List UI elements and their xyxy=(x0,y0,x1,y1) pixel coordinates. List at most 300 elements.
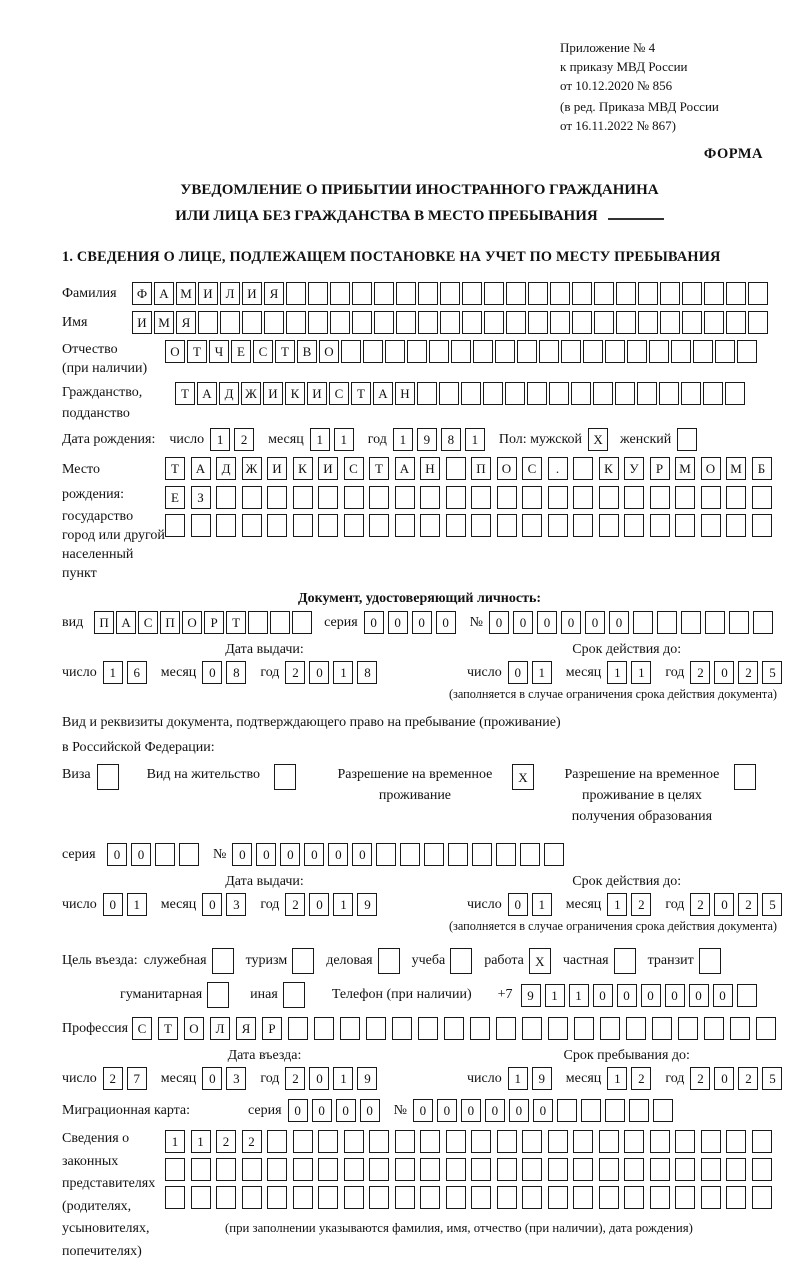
char-box[interactable] xyxy=(752,1130,772,1153)
char-box[interactable]: 8 xyxy=(441,428,461,451)
char-box[interactable] xyxy=(726,1186,746,1209)
char-box[interactable] xyxy=(726,1158,746,1181)
char-box[interactable]: 9 xyxy=(532,1067,552,1090)
char-box[interactable]: Т xyxy=(369,457,389,480)
char-box[interactable]: 5 xyxy=(762,893,782,916)
char-box[interactable]: Е xyxy=(231,340,251,363)
char-box[interactable] xyxy=(440,311,460,334)
char-box[interactable] xyxy=(704,1017,724,1040)
char-box[interactable] xyxy=(548,1186,568,1209)
char-box[interactable]: 0 xyxy=(509,1099,529,1122)
char-box[interactable]: 0 xyxy=(202,1067,222,1090)
char-box[interactable] xyxy=(505,382,525,405)
char-box[interactable] xyxy=(573,1130,593,1153)
char-box[interactable] xyxy=(571,382,591,405)
char-box[interactable] xyxy=(737,340,757,363)
char-box[interactable] xyxy=(418,311,438,334)
char-box[interactable]: 0 xyxy=(508,661,528,684)
char-box[interactable] xyxy=(470,1017,490,1040)
char-box[interactable]: 1 xyxy=(545,984,565,1007)
char-box[interactable] xyxy=(652,1017,672,1040)
char-box[interactable] xyxy=(659,382,679,405)
char-box[interactable]: 0 xyxy=(437,1099,457,1122)
char-box[interactable]: 2 xyxy=(690,893,710,916)
char-box[interactable] xyxy=(308,282,328,305)
purpose-transit-checkbox[interactable] xyxy=(699,948,721,974)
char-box[interactable] xyxy=(420,1130,440,1153)
char-box[interactable] xyxy=(522,1017,542,1040)
char-box[interactable] xyxy=(374,282,394,305)
purpose-work-checkbox[interactable]: X xyxy=(529,948,551,974)
char-box[interactable] xyxy=(660,282,680,305)
char-box[interactable] xyxy=(573,514,593,537)
char-box[interactable]: 0 xyxy=(360,1099,380,1122)
char-box[interactable]: 0 xyxy=(309,661,329,684)
char-box[interactable]: 1 xyxy=(165,1130,185,1153)
char-box[interactable]: Ч xyxy=(209,340,229,363)
char-box[interactable] xyxy=(369,514,389,537)
char-box[interactable] xyxy=(561,340,581,363)
char-box[interactable] xyxy=(599,1130,619,1153)
char-box[interactable]: 1 xyxy=(631,661,651,684)
char-box[interactable] xyxy=(650,486,670,509)
char-box[interactable] xyxy=(286,282,306,305)
purpose-business-checkbox[interactable] xyxy=(378,948,400,974)
char-box[interactable] xyxy=(446,514,466,537)
char-box[interactable] xyxy=(165,1158,185,1181)
char-box[interactable] xyxy=(681,611,701,634)
char-box[interactable] xyxy=(548,1158,568,1181)
char-box[interactable]: А xyxy=(197,382,217,405)
char-box[interactable]: О xyxy=(319,340,339,363)
char-box[interactable]: 1 xyxy=(191,1130,211,1153)
char-box[interactable]: М xyxy=(154,311,174,334)
char-box[interactable] xyxy=(615,382,635,405)
char-box[interactable]: 0 xyxy=(131,843,151,866)
char-box[interactable]: К xyxy=(293,457,313,480)
char-box[interactable] xyxy=(267,1186,287,1209)
char-box[interactable]: А xyxy=(116,611,136,634)
char-box[interactable] xyxy=(650,1130,670,1153)
char-box[interactable] xyxy=(675,514,695,537)
char-box[interactable] xyxy=(330,311,350,334)
char-box[interactable]: Я xyxy=(236,1017,256,1040)
purpose-private-checkbox[interactable] xyxy=(614,948,636,974)
purpose-official-checkbox[interactable] xyxy=(212,948,234,974)
char-box[interactable]: О xyxy=(165,340,185,363)
char-box[interactable] xyxy=(649,340,669,363)
char-box[interactable] xyxy=(318,1186,338,1209)
char-box[interactable] xyxy=(267,1158,287,1181)
char-box[interactable] xyxy=(583,340,603,363)
char-box[interactable] xyxy=(369,1130,389,1153)
char-box[interactable] xyxy=(179,843,199,866)
char-box[interactable] xyxy=(671,340,691,363)
char-box[interactable] xyxy=(675,486,695,509)
char-box[interactable] xyxy=(418,282,438,305)
char-box[interactable]: З xyxy=(191,486,211,509)
char-box[interactable] xyxy=(366,1017,386,1040)
char-box[interactable] xyxy=(522,1158,542,1181)
char-box[interactable]: А xyxy=(154,282,174,305)
char-box[interactable]: 0 xyxy=(309,1067,329,1090)
char-box[interactable]: 0 xyxy=(513,611,533,634)
char-box[interactable]: И xyxy=(267,457,287,480)
char-box[interactable]: 0 xyxy=(304,843,324,866)
char-box[interactable]: 0 xyxy=(689,984,709,1007)
char-box[interactable] xyxy=(293,1186,313,1209)
char-box[interactable]: Ф xyxy=(132,282,152,305)
char-box[interactable] xyxy=(341,340,361,363)
char-box[interactable] xyxy=(429,340,449,363)
char-box[interactable]: О xyxy=(182,611,202,634)
char-box[interactable]: Я xyxy=(176,311,196,334)
char-box[interactable]: 1 xyxy=(393,428,413,451)
char-box[interactable] xyxy=(318,1158,338,1181)
char-box[interactable]: 0 xyxy=(508,893,528,916)
char-box[interactable]: Т xyxy=(158,1017,178,1040)
char-box[interactable] xyxy=(483,382,503,405)
char-box[interactable] xyxy=(216,1186,236,1209)
char-box[interactable]: 1 xyxy=(465,428,485,451)
char-box[interactable] xyxy=(730,1017,750,1040)
char-box[interactable] xyxy=(752,1158,772,1181)
char-box[interactable] xyxy=(616,282,636,305)
char-box[interactable] xyxy=(385,340,405,363)
char-box[interactable] xyxy=(748,311,768,334)
char-box[interactable]: 2 xyxy=(285,661,305,684)
char-box[interactable] xyxy=(752,486,772,509)
char-box[interactable] xyxy=(396,311,416,334)
char-box[interactable]: 0 xyxy=(309,893,329,916)
char-box[interactable] xyxy=(191,1158,211,1181)
char-box[interactable] xyxy=(506,311,526,334)
char-box[interactable] xyxy=(605,1099,625,1122)
char-box[interactable] xyxy=(446,1130,466,1153)
char-box[interactable]: И xyxy=(307,382,327,405)
char-box[interactable] xyxy=(600,1017,620,1040)
temp-residence-checkbox[interactable]: X xyxy=(512,764,534,790)
char-box[interactable] xyxy=(522,1130,542,1153)
char-box[interactable]: 2 xyxy=(738,1067,758,1090)
char-box[interactable] xyxy=(527,382,547,405)
char-box[interactable]: 0 xyxy=(641,984,661,1007)
char-box[interactable] xyxy=(308,311,328,334)
char-box[interactable] xyxy=(599,514,619,537)
char-box[interactable]: 0 xyxy=(714,1067,734,1090)
char-box[interactable] xyxy=(704,311,724,334)
char-box[interactable] xyxy=(548,1017,568,1040)
char-box[interactable] xyxy=(701,1130,721,1153)
char-box[interactable] xyxy=(420,486,440,509)
char-box[interactable] xyxy=(599,486,619,509)
purpose-study-checkbox[interactable] xyxy=(450,948,472,974)
char-box[interactable] xyxy=(462,282,482,305)
char-box[interactable] xyxy=(650,514,670,537)
char-box[interactable] xyxy=(572,282,592,305)
char-box[interactable]: 0 xyxy=(436,611,456,634)
char-box[interactable]: 8 xyxy=(226,661,246,684)
char-box[interactable]: Т xyxy=(351,382,371,405)
char-box[interactable]: С xyxy=(132,1017,152,1040)
char-box[interactable] xyxy=(220,311,240,334)
char-box[interactable] xyxy=(548,486,568,509)
char-box[interactable] xyxy=(155,843,175,866)
char-box[interactable]: А xyxy=(373,382,393,405)
char-box[interactable]: 0 xyxy=(585,611,605,634)
char-box[interactable]: 2 xyxy=(738,661,758,684)
char-box[interactable]: 6 xyxy=(127,661,147,684)
char-box[interactable] xyxy=(392,1017,412,1040)
char-box[interactable] xyxy=(198,311,218,334)
char-box[interactable]: 0 xyxy=(617,984,637,1007)
char-box[interactable]: 8 xyxy=(357,661,377,684)
char-box[interactable]: 2 xyxy=(234,428,254,451)
char-box[interactable]: 0 xyxy=(713,984,733,1007)
char-box[interactable]: 1 xyxy=(569,984,589,1007)
char-box[interactable] xyxy=(344,514,364,537)
char-box[interactable]: У xyxy=(624,457,644,480)
char-box[interactable]: И xyxy=(263,382,283,405)
char-box[interactable]: 0 xyxy=(489,611,509,634)
char-box[interactable] xyxy=(517,340,537,363)
char-box[interactable]: П xyxy=(471,457,491,480)
char-box[interactable]: 0 xyxy=(388,611,408,634)
char-box[interactable]: Т xyxy=(187,340,207,363)
char-box[interactable] xyxy=(581,1099,601,1122)
char-box[interactable]: 1 xyxy=(333,1067,353,1090)
char-box[interactable] xyxy=(629,1099,649,1122)
char-box[interactable] xyxy=(395,514,415,537)
char-box[interactable] xyxy=(286,311,306,334)
char-box[interactable] xyxy=(451,340,471,363)
char-box[interactable] xyxy=(539,340,559,363)
char-box[interactable]: 0 xyxy=(485,1099,505,1122)
char-box[interactable] xyxy=(726,1130,746,1153)
char-box[interactable] xyxy=(439,382,459,405)
char-box[interactable]: Л xyxy=(220,282,240,305)
char-box[interactable] xyxy=(395,1130,415,1153)
char-box[interactable]: 0 xyxy=(665,984,685,1007)
char-box[interactable] xyxy=(293,1158,313,1181)
char-box[interactable] xyxy=(726,514,746,537)
char-box[interactable] xyxy=(637,382,657,405)
char-box[interactable]: 3 xyxy=(226,893,246,916)
char-box[interactable] xyxy=(352,311,372,334)
char-box[interactable] xyxy=(462,311,482,334)
char-box[interactable]: 1 xyxy=(532,661,552,684)
char-box[interactable]: 0 xyxy=(412,611,432,634)
char-box[interactable] xyxy=(216,1158,236,1181)
char-box[interactable]: 2 xyxy=(631,1067,651,1090)
char-box[interactable]: Я xyxy=(264,282,284,305)
char-box[interactable]: 2 xyxy=(242,1130,262,1153)
char-box[interactable]: 0 xyxy=(336,1099,356,1122)
char-box[interactable] xyxy=(242,1186,262,1209)
char-box[interactable]: 0 xyxy=(561,611,581,634)
char-box[interactable]: 9 xyxy=(521,984,541,1007)
char-box[interactable] xyxy=(701,1186,721,1209)
char-box[interactable]: О xyxy=(701,457,721,480)
temp-residence-edu-checkbox[interactable] xyxy=(734,764,756,790)
char-box[interactable]: 1 xyxy=(508,1067,528,1090)
char-box[interactable] xyxy=(344,486,364,509)
char-box[interactable] xyxy=(472,843,492,866)
char-box[interactable]: И xyxy=(318,457,338,480)
char-box[interactable] xyxy=(267,1130,287,1153)
char-box[interactable]: 0 xyxy=(202,661,222,684)
char-box[interactable] xyxy=(242,311,262,334)
char-box[interactable] xyxy=(624,514,644,537)
char-box[interactable] xyxy=(448,843,468,866)
char-box[interactable] xyxy=(594,282,614,305)
char-box[interactable] xyxy=(471,1130,491,1153)
char-box[interactable]: 0 xyxy=(202,893,222,916)
char-box[interactable] xyxy=(293,514,313,537)
char-box[interactable]: И xyxy=(242,282,262,305)
char-box[interactable] xyxy=(318,514,338,537)
char-box[interactable]: . xyxy=(548,457,568,480)
char-box[interactable]: Т xyxy=(275,340,295,363)
char-box[interactable]: Б xyxy=(752,457,772,480)
char-box[interactable]: И xyxy=(132,311,152,334)
char-box[interactable] xyxy=(574,1017,594,1040)
char-box[interactable]: 0 xyxy=(312,1099,332,1122)
char-box[interactable] xyxy=(344,1158,364,1181)
char-box[interactable] xyxy=(270,611,290,634)
male-checkbox[interactable]: X xyxy=(588,428,608,451)
char-box[interactable]: 0 xyxy=(364,611,384,634)
char-box[interactable] xyxy=(292,611,312,634)
char-box[interactable] xyxy=(550,282,570,305)
char-box[interactable]: 1 xyxy=(103,661,123,684)
char-box[interactable] xyxy=(528,282,548,305)
char-box[interactable] xyxy=(446,457,466,480)
char-box[interactable]: Р xyxy=(262,1017,282,1040)
char-box[interactable] xyxy=(446,1158,466,1181)
char-box[interactable] xyxy=(400,843,420,866)
char-box[interactable] xyxy=(495,340,515,363)
char-box[interactable]: Е xyxy=(165,486,185,509)
char-box[interactable]: Т xyxy=(165,457,185,480)
char-box[interactable]: 1 xyxy=(334,428,354,451)
char-box[interactable]: Н xyxy=(395,382,415,405)
char-box[interactable] xyxy=(264,311,284,334)
char-box[interactable]: 2 xyxy=(285,893,305,916)
char-box[interactable] xyxy=(522,1186,542,1209)
char-box[interactable] xyxy=(748,282,768,305)
char-box[interactable]: Р xyxy=(650,457,670,480)
char-box[interactable]: 1 xyxy=(607,1067,627,1090)
char-box[interactable]: 1 xyxy=(333,893,353,916)
char-box[interactable] xyxy=(593,382,613,405)
char-box[interactable] xyxy=(165,514,185,537)
char-box[interactable]: Н xyxy=(420,457,440,480)
char-box[interactable] xyxy=(344,1130,364,1153)
char-box[interactable]: 0 xyxy=(288,1099,308,1122)
char-box[interactable] xyxy=(549,382,569,405)
char-box[interactable]: Р xyxy=(204,611,224,634)
char-box[interactable]: О xyxy=(497,457,517,480)
char-box[interactable] xyxy=(369,1158,389,1181)
char-box[interactable] xyxy=(726,311,746,334)
char-box[interactable]: 0 xyxy=(533,1099,553,1122)
char-box[interactable] xyxy=(165,1186,185,1209)
char-box[interactable]: И xyxy=(198,282,218,305)
char-box[interactable] xyxy=(496,843,516,866)
char-box[interactable]: С xyxy=(138,611,158,634)
char-box[interactable] xyxy=(627,340,647,363)
char-box[interactable] xyxy=(693,340,713,363)
char-box[interactable] xyxy=(522,486,542,509)
char-box[interactable]: 0 xyxy=(280,843,300,866)
char-box[interactable] xyxy=(638,311,658,334)
char-box[interactable] xyxy=(417,382,437,405)
char-box[interactable]: К xyxy=(285,382,305,405)
char-box[interactable]: 0 xyxy=(537,611,557,634)
char-box[interactable]: 1 xyxy=(310,428,330,451)
char-box[interactable]: Т xyxy=(175,382,195,405)
char-box[interactable] xyxy=(701,486,721,509)
char-box[interactable] xyxy=(528,311,548,334)
char-box[interactable]: 1 xyxy=(532,893,552,916)
char-box[interactable] xyxy=(497,1130,517,1153)
char-box[interactable] xyxy=(572,311,592,334)
char-box[interactable]: 2 xyxy=(285,1067,305,1090)
char-box[interactable] xyxy=(376,843,396,866)
char-box[interactable] xyxy=(407,340,427,363)
char-box[interactable] xyxy=(705,611,725,634)
char-box[interactable] xyxy=(506,282,526,305)
char-box[interactable] xyxy=(678,1017,698,1040)
purpose-other-checkbox[interactable] xyxy=(283,982,305,1008)
char-box[interactable] xyxy=(395,1186,415,1209)
char-box[interactable] xyxy=(573,1158,593,1181)
char-box[interactable] xyxy=(418,1017,438,1040)
char-box[interactable] xyxy=(726,282,746,305)
char-box[interactable]: Т xyxy=(226,611,246,634)
char-box[interactable] xyxy=(461,382,481,405)
char-box[interactable]: Д xyxy=(216,457,236,480)
char-box[interactable] xyxy=(496,1017,516,1040)
purpose-tourism-checkbox[interactable] xyxy=(292,948,314,974)
char-box[interactable]: 0 xyxy=(232,843,252,866)
char-box[interactable] xyxy=(682,282,702,305)
char-box[interactable]: П xyxy=(160,611,180,634)
char-box[interactable]: 0 xyxy=(593,984,613,1007)
char-box[interactable] xyxy=(729,611,749,634)
char-box[interactable]: 1 xyxy=(607,893,627,916)
char-box[interactable] xyxy=(573,457,593,480)
char-box[interactable] xyxy=(395,1158,415,1181)
char-box[interactable] xyxy=(363,340,383,363)
char-box[interactable] xyxy=(191,514,211,537)
char-box[interactable] xyxy=(650,1186,670,1209)
char-box[interactable] xyxy=(704,282,724,305)
char-box[interactable] xyxy=(657,611,677,634)
char-box[interactable]: 2 xyxy=(103,1067,123,1090)
char-box[interactable]: 2 xyxy=(631,893,651,916)
char-box[interactable] xyxy=(675,1186,695,1209)
char-box[interactable]: Д xyxy=(219,382,239,405)
char-box[interactable]: 0 xyxy=(461,1099,481,1122)
char-box[interactable] xyxy=(484,282,504,305)
char-box[interactable] xyxy=(650,1158,670,1181)
char-box[interactable] xyxy=(548,514,568,537)
char-box[interactable] xyxy=(248,611,268,634)
char-box[interactable] xyxy=(242,514,262,537)
char-box[interactable] xyxy=(369,486,389,509)
